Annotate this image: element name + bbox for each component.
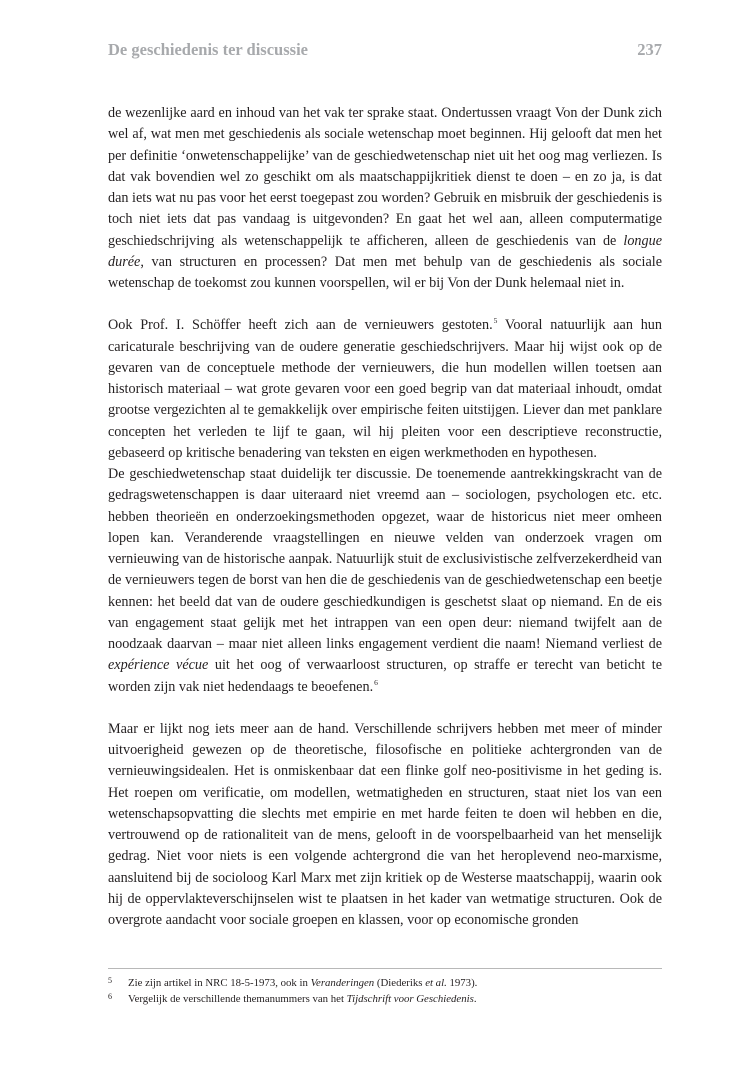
text-run: Zie zijn artikel in NRC 18-5-1973, ook in	[128, 977, 311, 989]
footnote-ref-5: 5	[493, 316, 498, 326]
footnote-divider	[108, 968, 662, 969]
text-run: Ook Prof. I. Schöffer heeft zich aan de vernieuwers gestoten.	[108, 317, 493, 334]
text-run: Vooral natuurlijk aan hun caricaturale beschrijving van de oudere generatie geschiedschrijvers. Maar hij wijst ook op de gevaren van de conceptuele methode der vernieuwers, die hun modellen willen toetsen aan historisch materiaal – wat grote gevaren voor een goed begrip van dat materiaal inhoudt, omdat grootse vergezichten al te gemakkelijk over empirische feiten uitstijgen. Liever dan met panklare concepten het verleden te lijf te gaan, wil hij pleiten voor een descriptieve reconstructie, gebaseerd op kritische benadering van teksten en eigen werkmethoden en hypothesen.	[108, 317, 662, 461]
body-text	[108, 103, 662, 931]
text-run: Vergelijk de verschillende themanummers van het	[128, 993, 347, 1005]
text-run: (Diederiks	[374, 977, 426, 989]
paragraph-3	[108, 464, 662, 698]
footnote-text	[128, 991, 477, 1007]
footnote-text	[128, 975, 477, 991]
italic-term: expérience vécue	[108, 657, 209, 674]
footnote-number: 5	[108, 976, 112, 985]
text-run: de wezenlijke aard en inhoud van het vak ter sprake staat. Ondertussen vraagt Von der Dunk zich wel af, wat men met geschiedenis als sociale wetenschap moet beginnen. Hij gelooft dat men het per definitie ‘onwetenschappelijke’ van de geschiedwetenschap niet uit het oog mag verliezen. Is dat vak bovendien wel zo geschikt om als maatschappijkritiek dienst te doen – en zo ja, is dat dan iets wat nu pas voor het eerst toegepast zou worden? Gebruik en misbruik der geschiedenis is toch niet iets dat pas vandaag is uitgevonden? En gaat het wel aan, alleen computermatige geschiedschrijving als wetenschappelijk te afficheren, alleen de geschiedenis van de	[108, 105, 662, 249]
italic-title: Tijdschrift voor Geschiedenis	[346, 993, 474, 1005]
paragraph-1	[108, 103, 662, 294]
italic-term: et al.	[425, 977, 447, 989]
text-run: 1973).	[446, 977, 478, 989]
footnote-number: 6	[108, 992, 112, 1001]
footnote-5	[108, 975, 662, 991]
footnotes	[108, 975, 662, 1007]
text-run: uit het oog of verwaarloost structuren, op straffe er terecht van beticht te worden zijn vak niet hedendaags te beoefenen.	[108, 657, 662, 695]
footnote-ref-6: 6	[374, 677, 378, 687]
text-run: .	[473, 993, 477, 1005]
page-number: 237	[637, 40, 662, 59]
running-header	[108, 40, 662, 60]
text-run: , van structuren en processen? Dat men met behulp van de geschiedenis als sociale wetenschap de toekomst zou kunnen voorspellen, wil er bij Von der Dunk helemaal niet in.	[108, 253, 662, 291]
italic-term: longue durée	[108, 232, 662, 270]
footnote-6	[108, 991, 662, 1007]
paragraph-4	[108, 719, 662, 932]
text-run: Maar er lijkt nog iets meer aan de hand. Verschillende schrijvers hebben met meer of minder uitvoerigheid gewezen op de theoretische, filosofische en politieke achtergronden van de vernieuwingsidealen. Het is onmiskenbaar dat een flinke golf neo-positivisme in het geding is. Het roepen om verificatie, om modellen, wetmatigheden en structuren, staat niet los van een wetenschapsopvatting die slechts met empirie en met harde feiten te doen wil hebben en die, vertrouwend op de rationaliteit van de mens, gelooft in de voorspelbaarheid van het menselijk gedrag. Niet voor niets is een volgende achtergrond die van het heroplevend neo-marxisme, aansluitend bij de socioloog Karl Marx met zijn kritiek op de Westerse maatschappij, waarin ook hij de oppervlakteverschijnselen wist te plaatsen in het kader van wetmatige structuren. Ook de overgrote aandacht voor sociale groepen en klassen, voor op economische gronden	[108, 720, 662, 928]
paragraph-2	[108, 315, 662, 464]
italic-title: Veranderingen	[310, 977, 375, 989]
running-title: De geschiedenis ter discussie	[108, 40, 308, 59]
text-run: De geschiedwetenschap staat duidelijk ter discussie. De toenemende aantrekkingskracht van de gedragswetenschappen is daar uiteraard niet vreemd aan – sociologen, psychologen etc. etc. hebben theorieën en onderzoekingsmethoden opgezet, waar de historicus niet meer omheen lopen kan. Veranderende vraagstellingen en nieuwe velden van onderzoek vragen om vernieuwing van de historische aanpak. Natuurlijk stuit de exclusivistische zelfverzekerdheid van de vernieuwers tegen de borst van hen die de geschiedenis van de geschiedwetenschap een beetje kennen: het beeld dat van de oudere geschiedkundigen is geschetst slaat op niemand. En de eis van engagement staat gelijk met het intrappen van een open deur: niemand twijfelt aan de noodzaak daarvan – maar niet alleen links engagement verdient die naam! Niemand verliest de	[108, 466, 662, 652]
